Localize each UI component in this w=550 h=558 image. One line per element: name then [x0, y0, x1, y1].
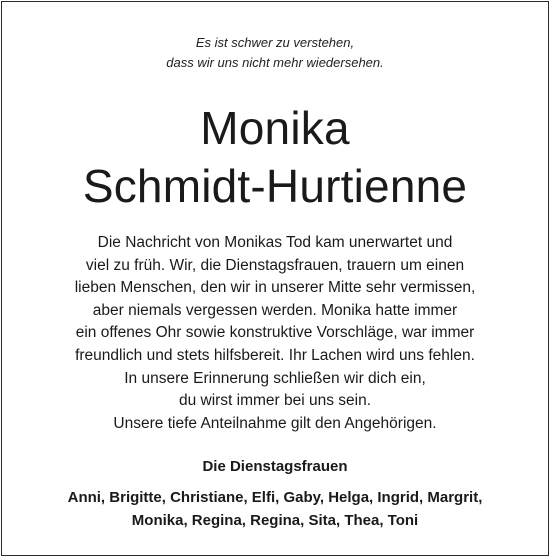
member-names	[2, 487, 548, 532]
text-line: lieben Menschen, den wir in unserer Mitte sehr vermissen,	[74, 279, 476, 297]
text-line: In unsere Erinnerung schließen wir dich ein,	[124, 369, 426, 387]
member-line: Anni, Brigitte, Christiane, Elfi, Gaby, Helga, Ingrid, Margrit,	[67, 489, 483, 506]
obituary-notice	[1, 1, 549, 556]
text-line: Die Nachricht von Monikas Tod kam unerwartet und	[97, 234, 453, 251]
last-name: Schmidt-Hurtienne	[82, 160, 468, 212]
deceased-name	[2, 99, 548, 215]
signature-group: Die Dienstagsfrauen	[202, 458, 348, 475]
motto-line: Es ist schwer zu verstehen,	[195, 35, 355, 50]
text-line: aber niemals vergessen werden. Monika hatte immer	[92, 301, 458, 319]
text-line: Unsere tiefe Anteilnahme gilt den Angehörigen.	[113, 414, 437, 432]
motto-line: dass wir uns nicht mehr wiedersehen.	[166, 55, 384, 70]
text-line: du wirst immer bei uns sein.	[178, 392, 372, 410]
member-line: Monika, Regina, Regina, Sita, Thea, Toni	[131, 511, 419, 529]
motto	[2, 33, 548, 73]
text-line: ein offenes Ohr sowie konstruktive Vorschläge, war immer	[75, 324, 475, 342]
first-name: Monika	[200, 102, 350, 154]
text-line: viel zu früh. Wir, die Dienstagsfrauen, trauern um einen	[85, 256, 465, 274]
text-line: freundlich und stets hilfsbereit. Ihr Lachen wird uns fehlen.	[75, 346, 475, 364]
condolence-text	[2, 232, 548, 435]
